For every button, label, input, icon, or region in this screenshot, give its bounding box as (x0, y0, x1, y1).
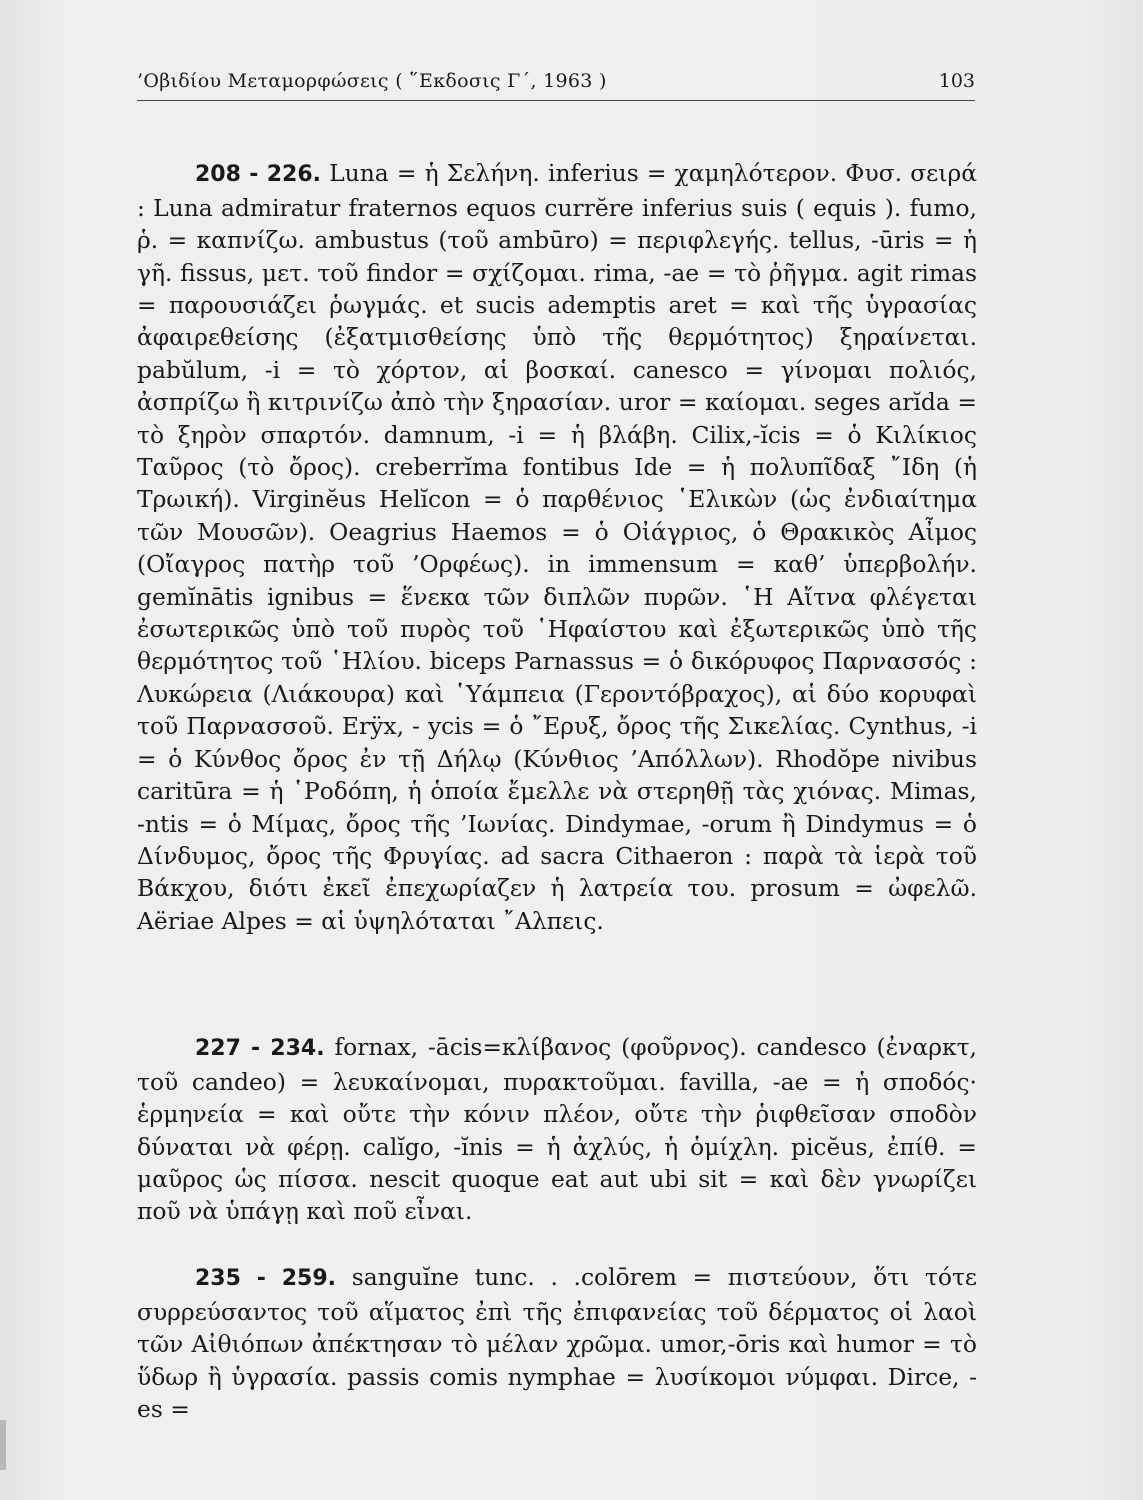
commentary-text: fornax, -ācis=κλίβανος (φοῦρνος). candesco (ἐναρκτ, τοῦ candeo) = λευκαίνομαι, πυρακτοῦμαι. favilla, -ae = ἡ σποδός· ἑρμηνεία = καὶ οὔτε τὴν κόνιν πλέον, οὔτε τὴν ῥιφθεῖσαν σποδὸν δύναται νὰ φέρῃ. calĭgo, -ĭnis = ἡ ἀχλύς, ἡ ὁμίχλη. picĕus, ἐπίθ. = μαῦρος ὡς πίσσα. nescit quoque eat aut ubi sit = καὶ δὲν γνωρίζει ποῦ νὰ ὑπάγῃ καὶ ποῦ εἶναι. (137, 1033, 977, 1226)
commentary-section-235-259 (137, 1261, 977, 1425)
commentary-section-208-226 (137, 157, 977, 937)
verse-range: 235 - 259. (195, 1266, 337, 1292)
commentary-text: Luna = ἡ Σελήνη. inferius = χαμηλότερον. Φυσ. σειρά : Luna admiratur fraternos equos currĕre inferius suis ( equis ). fumo, ῥ. = καπνίζω. ambustus (τοῦ ambūro) = περιφλεγής. tellus, -ūris = ἡ γῆ. fissus, μετ. τοῦ findor = σχίζομαι. rima, -ae = τὸ ῥῆγμα. agit rimas = παρουσιάζει ῥωγμάς. et sucis ademptis aret = καὶ τῆς ὑγρασίας ἀφαιρεθείσης (ἐξατμισθείσης ὑπὸ τῆς θερμότητος) ξηραίνεται. pabŭlum, -i = τὸ χόρτον, αἱ βοσκαί. canesco = γίνομαι πολιός, ἀσπρίζω ἢ κιτρινίζω ἀπὸ τὴν ξηρασίαν. uror = καίομαι. seges arĭda = τὸ ξηρὸν σπαρτόν. damnum, -i = ἡ βλάβη. Cilix,-ĭcis = ὁ Κιλίκιος Ταῦρος (τὸ ὄρος). creberrĭma fontibus Ide = ἡ πολυπῖδαξ ῎Ιδη (ἡ Τρωική). Virginĕus Helĭcon = ὁ παρθένιος ῾Ελικὼν (ὡς ἐνδιαίτημα τῶν Μουσῶν). Oeagrius Haemos = ὁ Οἰάγριος, ὁ Θρακικὸς Αἶμος (Οἴαγρος πατὴρ τοῦ ’Ορφέως). in immensum = καθ’ ὑπερβολήν. gemĭnātis ignibus = ἕνεκα τῶν διπλῶν πυρῶν. ῾Η Αἴτνα φλέγεται ἐσωτερικῶς ὑπὸ τοῦ πυρὸς τοῦ ῾Ηφαίστου καὶ ἐξωτερικῶς ὑπὸ τῆς θερμότητος τοῦ ῾Ηλίου. biceps Parnassus = ὁ δικόρυφος Παρνασσός : Λυκώρεια (Λιάκουρα) καὶ ῾Υάμπεια (Γεροντόβραχος), αἱ δύο κορυφαὶ τοῦ Παρνασσοῦ. Erÿx, - ycis = ὁ ῎Ερυξ, ὄρος τῆς Σικελίας. Cynthus, -i = ὁ Κύνθος ὄρος ἐν τῇ Δήλῳ (Κύνθιος ’Απόλλων). Rhodŏpe nivibus caritūra = ἡ ῾Ροδόπη, ἡ ὁποία ἔμελλε νὰ στερηθῇ τὰς χιόνας. Mimas, -ntis = ὁ Μίμας, ὄρος τῆς ’Ιωνίας. Dindymae, -orum ἢ Dindymus = ὁ Δίνδυμος, ὄρος τῆς Φρυγίας. ad sacra Cithaeron : παρὰ τὰ ἱερὰ τοῦ Βάκχου, διότι ἐκεῖ ἐπεχωρίαζεν ἡ λατρεία του. prosum = ὠφελῶ. Aëriae Alpes = αἱ ὑψηλόταται ῎Αλπεις. (137, 159, 978, 935)
commentary-text: sanguĭne tunc. . .colōrem = πιστεύουν, ὅτι τότε συρρεύσαντος τοῦ αἵματος ἐπὶ τῆς ἐπιφανείας τοῦ δέρματος οἱ λαοὶ τῶν Αἰθιόπων ἀπέκτησαν τὸ μέλαν χρῶμα. umor,-ōris καὶ humor = τὸ ὕδωρ ἢ ὑγρασία. passis comis nymphae = λυσίκομοι νύμφαι. Dirce, -es = (137, 1263, 978, 1424)
running-header (137, 66, 975, 101)
verse-range: 227 - 234. (195, 1036, 325, 1062)
page-edge-mark (0, 1420, 6, 1470)
running-title: ’Οβιδίου Μεταμορφώσεις ( ῞Εκδοσις Γ΄, 1963 ) (137, 70, 607, 92)
page-number: 103 (938, 70, 975, 92)
verse-range: 208 - 226. (195, 162, 322, 188)
commentary-section-227-234 (137, 1031, 977, 1227)
